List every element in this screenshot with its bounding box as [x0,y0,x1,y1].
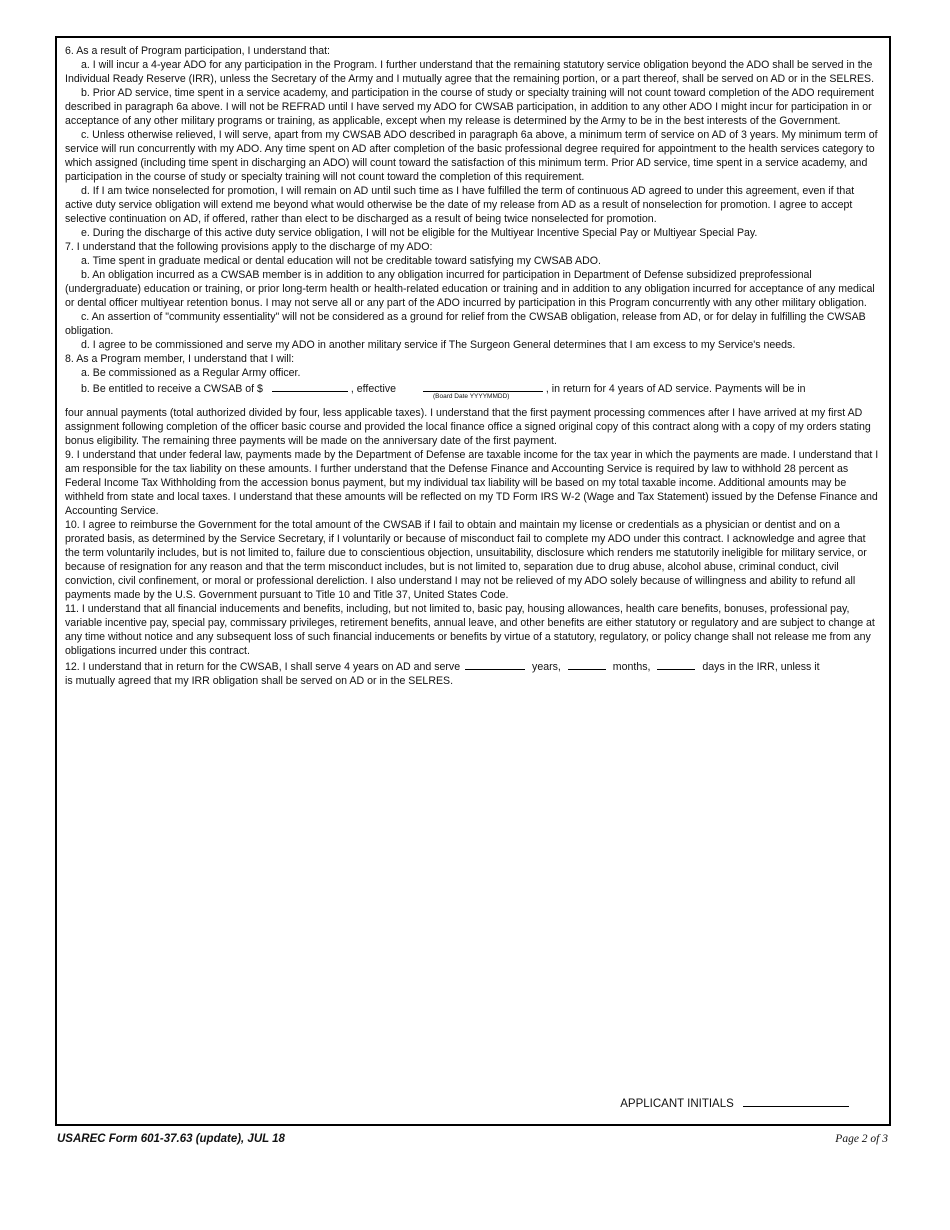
para-6c: c. Unless otherwise relieved, I will serve, apart from my CWSAB ADO described in paragraph 6a above, a minimum term of service on AD of 3 years. My minimum term of service will run concurrently with my ADO. Any time spent on AD after completion of the basic professional degree required for appointment to the health services category to which assigned (including time spent in discharging an ADO) will count toward the satisfaction of this minimum term. Prior AD service, time spent in a service academy, and participation in the course of study or specialty training will not count toward the completion of this requirement. [65,129,878,183]
para-6e: e. During the discharge of this active duty service obligation, I will not be eligible for the Multiyear Incentive Special Pay or Multiyear Special Pay. [81,227,758,239]
board-date-hint: (Board Date YYYYMMDD) [432,393,510,400]
months-field[interactable] [568,658,606,670]
para-8b-rest: four annual payments (total authorized divided by four, less applicable taxes). I understand that the first payment processing commences after I have arrived at my first AD assignment following completion of the officer basic course and provided the local finance office a signed original copy of this contract along with a copy of my orders stating bonus eligibility. The remaining three payments will be made on the anniversary date of the first payment. [65,407,871,447]
para-8-intro: 8. As a Program member, I understand that I will: [65,353,295,365]
para-8b-effective: , effective [350,383,397,395]
para-10: 10. I agree to reimburse the Government for the total amount of the CWSAB if I fail to obtain and maintain my license or credentials as a physician or dentist and on a prorated basis, as determined by the Service Secretary, if I voluntarily or because of misconduct fail to complete my ADO under this contract. I acknowledge and agree that the term voluntarily includes, but is not limited to, failure due to conscientious objection, unsuitability, disclosure which renders me statutorily ineligible for military service, or because of resignation for any reason and that the term misconduct includes, but is not limited to, separation due to drug abuse, alcohol abuse, criminal conduct, civil conviction, civil confinement, or moral or professional dereliction. I also understand I may not be relieved of my ADO solely because of willingness and ability to refund all payments made by the U.S. Government pursuant to Title 10 and Title 37, United States Code. [65,519,867,601]
board-date-field[interactable] [423,380,543,392]
years-field[interactable] [465,658,525,670]
applicant-initials-field[interactable] [743,1095,849,1107]
para-12-months: months, [612,661,651,673]
para-6-intro: 6. As a result of Program participation, I understand that: [65,45,330,57]
para-12-line1 [65,658,881,674]
page-number: Page 2 of 3 [835,1133,888,1145]
applicant-initials-label: APPLICANT INITIALS [620,1098,734,1110]
para-7c: c. An assertion of "community essentiality" will not be considered as a ground for relief from the CWSAB obligation, release from AD, or for delay in fulfilling the CWSAB obligation. [65,311,866,337]
form-frame [55,36,891,1126]
applicant-initials [620,1095,849,1110]
para-8a: a. Be commissioned as a Regular Army officer. [81,367,301,379]
days-field[interactable] [657,658,695,670]
para-8b-start: b. Be entitled to receive a CWSAB of $ [81,383,263,395]
para-7-intro: 7. I understand that the following provisions apply to the discharge of my ADO: [65,241,433,253]
para-12-years: years, [532,661,561,673]
para-7b: b. An obligation incurred as a CWSAB member is in addition to any obligation incurred for participation in Department of Defense subsidized preprofessional (undergraduate) education or training, or prior long-term health or health-related education or training and in addition to any obligation incurred for acceptance of any medical or dental officer multiyear retention bonus. I may not serve all or any part of the ADO incurred by participation in this Program concurrently with any other military obligation. [65,269,875,309]
para-12-rest: is mutually agreed that my IRR obligation shall be served on AD or in the SELRES. [65,675,454,687]
para-6b: b. Prior AD service, time spent in a service academy, and participation in the course of study or specialty training will not count toward completion of the ADO requirement described in paragraph 6a above. I will not be REFRAD until I have served my ADO for CWSAB participation, in addition to any other ADO I might incur for participation in or acceptance of any other military programs or training, as applicable, except when my release is determined by the Army to be in the best interests of the Government. [65,87,874,127]
para-6d: d. If I am twice nonselected for promotion, I will remain on AD until such time as I have fulfilled the term of continuous AD agreed to under this agreement, even if that active duty service obligation will extend me beyond what would otherwise be the date of my release from AD as a result of nonselection for promotion. I agree to accept selective continuation on AD, if offered, rather than elect to be discharged as a result of being twice nonselected for promotion. [65,185,855,225]
form-id: USAREC Form 601-37.63 (update), JUL 18 [57,1133,285,1145]
para-12-start: 12. I understand that in return for the CWSAB, I shall serve 4 years on AD and serve [65,661,461,673]
para-12-days: days in the IRR, unless it [702,661,820,673]
para-9: 9. I understand that under federal law, payments made by the Department of Defense are taxable income for the tax year in which the payments are made. I understand that I am responsible for the tax liability on these amounts. I further understand that the Defense Finance and Accounting Service is required by law to withhold 28 percent as Federal Income Tax Withholding from the accession bonus payment, but my individual tax liability will be based on my total taxable income. Additional amounts may be withheld from state and local taxes. I understand that these amounts will be reflected on my TD Form IRS W-2 (Wage and Tax Statement) issued by the Defense Finance and Accounting Service. [65,449,879,517]
form-content [65,44,881,688]
para-6a: a. I will incur a 4-year ADO for any participation in the Program. I further understand that the remaining statutory service obligation beyond the ADO shall be served in the Individual Ready Reserve (IRR), unless the Secretary of the Army and I mutually agree that the remaining portion, or a part thereof, shall be served on AD or in the SELRES. [65,59,875,85]
para-7a: a. Time spent in graduate medical or dental education will not be creditable toward satisfying my CWSAB ADO. [81,255,601,267]
para-11: 11. I understand that all financial inducements and benefits, including, but not limited to, basic pay, housing allowances, health care benefits, bonuses, professional pay, variable incentive pay, special pay, commissary privileges, retirement benefits, annual leave, and other benefits are either statutory or regulatory and are subject to change at any time without notice and any subsequent loss of such financial inducements or benefits by virtue of a statutory, regulatory, or policy change shall not release me from any obligations incurred under this contract. [65,603,875,657]
cwsab-amount-field[interactable] [272,380,348,392]
para-7d: d. I agree to be commissioned and serve my ADO in another military service if The Surgeon General determines that I am excess to my Service's needs. [81,339,796,351]
para-8b-line1 [65,380,881,400]
para-8b-after: , in return for 4 years of AD service. Payments will be in [545,383,806,395]
